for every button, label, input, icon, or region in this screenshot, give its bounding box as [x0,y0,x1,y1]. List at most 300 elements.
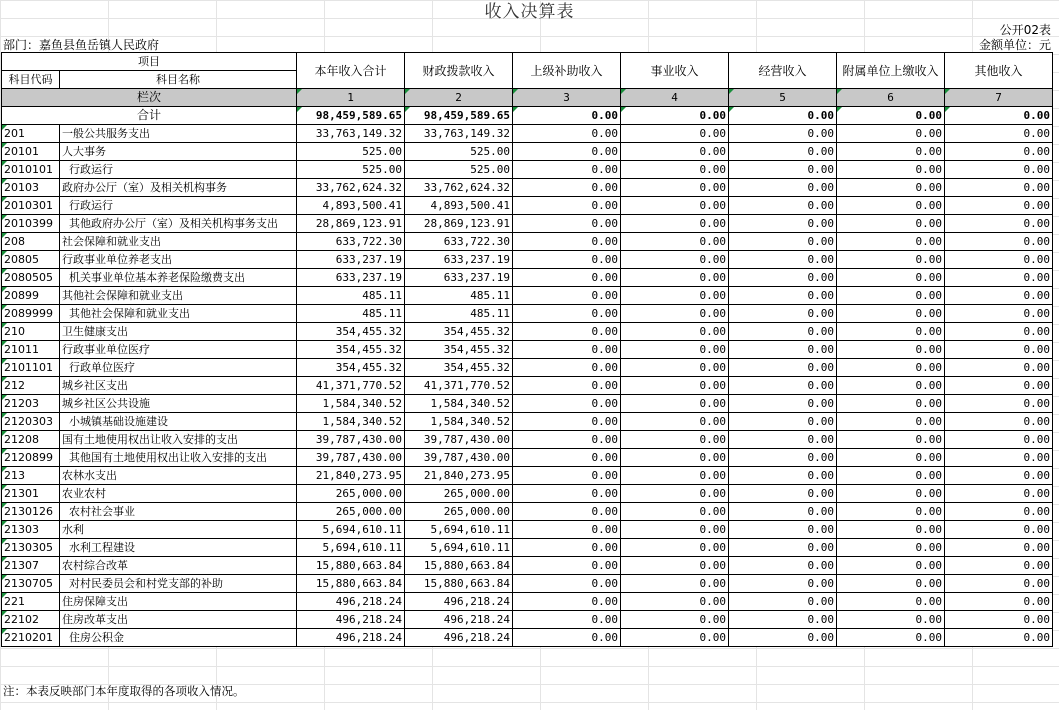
row-operating-income[interactable]: 0.00 [729,359,837,377]
row-fiscal-income[interactable]: 15,880,663.84 [405,575,513,593]
row-operating-income[interactable]: 0.00 [729,413,837,431]
row-business-income[interactable]: 0.00 [621,359,729,377]
row-code[interactable]: 208 [2,233,60,251]
row-code[interactable]: 20805 [2,251,60,269]
row-other-income[interactable]: 0.00 [945,251,1053,269]
column-index-5[interactable]: 5 [729,89,837,107]
row-superior-subsidy[interactable]: 0.00 [513,629,621,647]
row-other-income[interactable]: 0.00 [945,539,1053,557]
row-total-income[interactable]: 633,237.19 [297,251,405,269]
row-affiliated-remittance[interactable]: 0.00 [837,449,945,467]
total-value-4[interactable]: 0.00 [621,107,729,125]
row-fiscal-income[interactable]: 354,455.32 [405,359,513,377]
row-other-income[interactable]: 0.00 [945,431,1053,449]
row-code[interactable]: 201 [2,125,60,143]
row-name[interactable]: 政府办公厅（室）及相关机构事务 [60,179,297,197]
row-affiliated-remittance[interactable]: 0.00 [837,467,945,485]
row-name[interactable]: 一般公共服务支出 [60,125,297,143]
row-operating-income[interactable]: 0.00 [729,377,837,395]
row-fiscal-income[interactable]: 4,893,500.41 [405,197,513,215]
row-operating-income[interactable]: 0.00 [729,395,837,413]
row-business-income[interactable]: 0.00 [621,485,729,503]
row-other-income[interactable]: 0.00 [945,413,1053,431]
row-fiscal-income[interactable]: 485.11 [405,305,513,323]
header-operating-income[interactable]: 经营收入 [729,53,837,89]
row-name[interactable]: 住房改革支出 [60,611,297,629]
row-code[interactable]: 21011 [2,341,60,359]
row-other-income[interactable]: 0.00 [945,143,1053,161]
row-superior-subsidy[interactable]: 0.00 [513,341,621,359]
row-other-income[interactable]: 0.00 [945,485,1053,503]
row-superior-subsidy[interactable]: 0.00 [513,593,621,611]
row-superior-subsidy[interactable]: 0.00 [513,467,621,485]
row-code[interactable]: 2089999 [2,305,60,323]
row-affiliated-remittance[interactable]: 0.00 [837,503,945,521]
row-name[interactable]: 住房保障支出 [60,593,297,611]
row-superior-subsidy[interactable]: 0.00 [513,359,621,377]
row-code[interactable]: 2120303 [2,413,60,431]
row-operating-income[interactable]: 0.00 [729,485,837,503]
row-business-income[interactable]: 0.00 [621,503,729,521]
row-total-income[interactable]: 33,763,149.32 [297,125,405,143]
row-other-income[interactable]: 0.00 [945,323,1053,341]
row-other-income[interactable]: 0.00 [945,395,1053,413]
row-code[interactable]: 213 [2,467,60,485]
row-code[interactable]: 22102 [2,611,60,629]
row-business-income[interactable]: 0.00 [621,233,729,251]
row-affiliated-remittance[interactable]: 0.00 [837,557,945,575]
row-total-income[interactable]: 41,371,770.52 [297,377,405,395]
row-affiliated-remittance[interactable]: 0.00 [837,179,945,197]
total-value-1[interactable]: 98,459,589.65 [297,107,405,125]
table-row [2,629,1053,647]
report-title: 收入决算表 [484,2,575,22]
row-fiscal-income[interactable]: 354,455.32 [405,323,513,341]
row-business-income[interactable]: 0.00 [621,197,729,215]
row-business-income[interactable]: 0.00 [621,575,729,593]
row-operating-income[interactable]: 0.00 [729,557,837,575]
row-total-income[interactable]: 21,840,273.95 [297,467,405,485]
row-business-income[interactable]: 0.00 [621,611,729,629]
column-index-1[interactable]: 1 [297,89,405,107]
column-index-6[interactable]: 6 [837,89,945,107]
row-business-income[interactable]: 0.00 [621,431,729,449]
row-other-income[interactable]: 0.00 [945,377,1053,395]
row-total-income[interactable]: 496,218.24 [297,593,405,611]
row-other-income[interactable]: 0.00 [945,503,1053,521]
row-other-income[interactable]: 0.00 [945,269,1053,287]
row-superior-subsidy[interactable]: 0.00 [513,611,621,629]
row-other-income[interactable]: 0.00 [945,341,1053,359]
row-operating-income[interactable]: 0.00 [729,161,837,179]
row-superior-subsidy[interactable]: 0.00 [513,197,621,215]
row-business-income[interactable]: 0.00 [621,305,729,323]
row-total-income[interactable]: 265,000.00 [297,503,405,521]
row-superior-subsidy[interactable]: 0.00 [513,539,621,557]
table-row [2,269,1053,287]
row-fiscal-income[interactable]: 28,869,123.91 [405,215,513,233]
total-label[interactable]: 合计 [2,107,297,125]
row-fiscal-income[interactable]: 633,237.19 [405,269,513,287]
row-business-income[interactable]: 0.00 [621,251,729,269]
table-row [2,539,1053,557]
row-name[interactable]: 水利工程建设 [60,539,297,557]
row-fiscal-income[interactable]: 41,371,770.52 [405,377,513,395]
row-affiliated-remittance[interactable]: 0.00 [837,323,945,341]
row-total-income[interactable]: 15,880,663.84 [297,575,405,593]
row-affiliated-remittance[interactable]: 0.00 [837,161,945,179]
row-fiscal-income[interactable]: 5,694,610.11 [405,521,513,539]
row-business-income[interactable]: 0.00 [621,161,729,179]
row-code[interactable]: 2130705 [2,575,60,593]
row-name[interactable]: 小城镇基础设施建设 [60,413,297,431]
row-affiliated-remittance[interactable]: 0.00 [837,575,945,593]
row-fiscal-income[interactable]: 525.00 [405,143,513,161]
row-operating-income[interactable]: 0.00 [729,269,837,287]
row-operating-income[interactable]: 0.00 [729,521,837,539]
row-fiscal-income[interactable]: 15,880,663.84 [405,557,513,575]
row-other-income[interactable]: 0.00 [945,125,1053,143]
row-fiscal-income[interactable]: 5,694,610.11 [405,539,513,557]
row-operating-income[interactable]: 0.00 [729,215,837,233]
row-other-income[interactable]: 0.00 [945,467,1053,485]
row-superior-subsidy[interactable]: 0.00 [513,485,621,503]
row-name[interactable]: 机关事业单位基本养老保险缴费支出 [60,269,297,287]
row-operating-income[interactable]: 0.00 [729,305,837,323]
row-fiscal-income[interactable]: 633,237.19 [405,251,513,269]
row-other-income[interactable]: 0.00 [945,305,1053,323]
total-value-3[interactable]: 0.00 [513,107,621,125]
row-fiscal-income[interactable]: 39,787,430.00 [405,431,513,449]
row-affiliated-remittance[interactable]: 0.00 [837,629,945,647]
row-business-income[interactable]: 0.00 [621,179,729,197]
row-other-income[interactable]: 0.00 [945,521,1053,539]
row-code[interactable]: 2080505 [2,269,60,287]
row-other-income[interactable]: 0.00 [945,359,1053,377]
row-other-income[interactable]: 0.00 [945,287,1053,305]
row-affiliated-remittance[interactable]: 0.00 [837,377,945,395]
row-superior-subsidy[interactable]: 0.00 [513,251,621,269]
footnote: 注：本表反映部门本年度取得的各项收入情况。 [3,684,245,698]
row-affiliated-remittance[interactable]: 0.00 [837,539,945,557]
row-superior-subsidy[interactable]: 0.00 [513,323,621,341]
row-other-income[interactable]: 0.00 [945,611,1053,629]
row-operating-income[interactable]: 0.00 [729,503,837,521]
row-total-income[interactable]: 525.00 [297,161,405,179]
row-superior-subsidy[interactable]: 0.00 [513,557,621,575]
row-total-income[interactable]: 496,218.24 [297,629,405,647]
row-fiscal-income[interactable]: 265,000.00 [405,503,513,521]
row-other-income[interactable]: 0.00 [945,449,1053,467]
row-code[interactable]: 21303 [2,521,60,539]
row-code[interactable]: 2120899 [2,449,60,467]
row-code[interactable]: 2210201 [2,629,60,647]
row-total-income[interactable]: 1,584,340.52 [297,395,405,413]
row-superior-subsidy[interactable]: 0.00 [513,143,621,161]
row-affiliated-remittance[interactable]: 0.00 [837,287,945,305]
row-fiscal-income[interactable]: 525.00 [405,161,513,179]
row-code[interactable]: 2130126 [2,503,60,521]
row-fiscal-income[interactable]: 33,762,624.32 [405,179,513,197]
row-superior-subsidy[interactable]: 0.00 [513,233,621,251]
table-row [2,287,1053,305]
row-affiliated-remittance[interactable]: 0.00 [837,197,945,215]
row-business-income[interactable]: 0.00 [621,449,729,467]
row-business-income[interactable]: 0.00 [621,287,729,305]
row-affiliated-remittance[interactable]: 0.00 [837,413,945,431]
row-total-income[interactable]: 5,694,610.11 [297,521,405,539]
row-operating-income[interactable]: 0.00 [729,449,837,467]
row-operating-income[interactable]: 0.00 [729,287,837,305]
row-name[interactable]: 其他国有土地使用权出让收入安排的支出 [60,449,297,467]
row-name[interactable]: 农业农村 [60,485,297,503]
row-name[interactable]: 对村民委员会和村党支部的补助 [60,575,297,593]
row-name[interactable]: 行政事业单位养老支出 [60,251,297,269]
table-row [2,305,1053,323]
row-business-income[interactable]: 0.00 [621,593,729,611]
header-business-income[interactable]: 事业收入 [621,53,729,89]
row-business-income[interactable]: 0.00 [621,125,729,143]
header-code[interactable]: 科目代码 [2,71,60,89]
row-operating-income[interactable]: 0.00 [729,179,837,197]
row-affiliated-remittance[interactable]: 0.00 [837,395,945,413]
row-fiscal-income[interactable]: 496,218.24 [405,593,513,611]
row-fiscal-income[interactable]: 485.11 [405,287,513,305]
row-business-income[interactable]: 0.00 [621,377,729,395]
row-name[interactable]: 农村综合改革 [60,557,297,575]
header-row-top [2,53,1053,71]
row-operating-income[interactable]: 0.00 [729,341,837,359]
row-fiscal-income[interactable]: 33,763,149.32 [405,125,513,143]
row-total-income[interactable]: 15,880,663.84 [297,557,405,575]
row-code[interactable]: 212 [2,377,60,395]
row-name[interactable]: 城乡社区公共设施 [60,395,297,413]
row-business-income[interactable]: 0.00 [621,395,729,413]
row-affiliated-remittance[interactable]: 0.00 [837,269,945,287]
row-affiliated-remittance[interactable]: 0.00 [837,521,945,539]
row-total-income[interactable]: 633,237.19 [297,269,405,287]
row-operating-income[interactable]: 0.00 [729,467,837,485]
row-business-income[interactable]: 0.00 [621,467,729,485]
row-total-income[interactable]: 354,455.32 [297,359,405,377]
total-value-2[interactable]: 98,459,589.65 [405,107,513,125]
row-code[interactable]: 210 [2,323,60,341]
header-total-income[interactable]: 本年收入合计 [297,53,405,89]
row-affiliated-remittance[interactable]: 0.00 [837,251,945,269]
row-affiliated-remittance[interactable]: 0.00 [837,305,945,323]
row-code[interactable]: 20103 [2,179,60,197]
row-business-income[interactable]: 0.00 [621,521,729,539]
row-affiliated-remittance[interactable]: 0.00 [837,593,945,611]
row-total-income[interactable]: 525.00 [297,143,405,161]
row-other-income[interactable]: 0.00 [945,629,1053,647]
row-affiliated-remittance[interactable]: 0.00 [837,485,945,503]
row-operating-income[interactable]: 0.00 [729,233,837,251]
row-name[interactable]: 水利 [60,521,297,539]
row-business-income[interactable]: 0.00 [621,341,729,359]
row-code[interactable]: 20899 [2,287,60,305]
row-fiscal-income[interactable]: 354,455.32 [405,341,513,359]
row-code[interactable]: 2010101 [2,161,60,179]
row-affiliated-remittance[interactable]: 0.00 [837,233,945,251]
row-code[interactable]: 20101 [2,143,60,161]
row-name[interactable]: 行政运行 [60,197,297,215]
column-index-7[interactable]: 7 [945,89,1053,107]
row-business-income[interactable]: 0.00 [621,323,729,341]
row-superior-subsidy[interactable]: 0.00 [513,395,621,413]
row-operating-income[interactable]: 0.00 [729,431,837,449]
row-fiscal-income[interactable]: 21,840,273.95 [405,467,513,485]
row-name[interactable]: 行政单位医疗 [60,359,297,377]
row-name[interactable]: 卫生健康支出 [60,323,297,341]
row-superior-subsidy[interactable]: 0.00 [513,503,621,521]
row-superior-subsidy[interactable]: 0.00 [513,215,621,233]
row-affiliated-remittance[interactable]: 0.00 [837,341,945,359]
row-name[interactable]: 其他社会保障和就业支出 [60,305,297,323]
row-operating-income[interactable]: 0.00 [729,629,837,647]
column-index-4[interactable]: 4 [621,89,729,107]
row-affiliated-remittance[interactable]: 0.00 [837,359,945,377]
row-total-income[interactable]: 39,787,430.00 [297,431,405,449]
header-other-income[interactable]: 其他收入 [945,53,1053,89]
row-affiliated-remittance[interactable]: 0.00 [837,143,945,161]
row-superior-subsidy[interactable]: 0.00 [513,179,621,197]
row-fiscal-income[interactable]: 496,218.24 [405,629,513,647]
row-name[interactable]: 行政事业单位医疗 [60,341,297,359]
row-name[interactable]: 其他政府办公厅（室）及相关机构事务支出 [60,215,297,233]
row-business-income[interactable]: 0.00 [621,413,729,431]
row-fiscal-income[interactable]: 1,584,340.52 [405,395,513,413]
total-value-5[interactable]: 0.00 [729,107,837,125]
row-total-income[interactable]: 4,893,500.41 [297,197,405,215]
row-total-income[interactable]: 28,869,123.91 [297,215,405,233]
table-row [2,395,1053,413]
row-name[interactable]: 行政运行 [60,161,297,179]
row-code[interactable]: 2101101 [2,359,60,377]
row-operating-income[interactable]: 0.00 [729,611,837,629]
row-other-income[interactable]: 0.00 [945,161,1053,179]
row-superior-subsidy[interactable]: 0.00 [513,431,621,449]
row-business-income[interactable]: 0.00 [621,557,729,575]
row-operating-income[interactable]: 0.00 [729,575,837,593]
row-name[interactable]: 国有土地使用权出让收入安排的支出 [60,431,297,449]
column-index-label[interactable]: 栏次 [2,89,297,107]
row-other-income[interactable]: 0.00 [945,197,1053,215]
row-business-income[interactable]: 0.00 [621,215,729,233]
row-name[interactable]: 农林水支出 [60,467,297,485]
row-total-income[interactable]: 39,787,430.00 [297,449,405,467]
row-business-income[interactable]: 0.00 [621,539,729,557]
row-code[interactable]: 21203 [2,395,60,413]
row-code[interactable]: 2010301 [2,197,60,215]
row-total-income[interactable]: 485.11 [297,305,405,323]
row-name[interactable]: 城乡社区支出 [60,377,297,395]
row-code[interactable]: 21307 [2,557,60,575]
row-total-income[interactable]: 33,762,624.32 [297,179,405,197]
table-row [2,323,1053,341]
row-superior-subsidy[interactable]: 0.00 [513,449,621,467]
row-business-income[interactable]: 0.00 [621,269,729,287]
row-other-income[interactable]: 0.00 [945,179,1053,197]
row-code[interactable]: 2010399 [2,215,60,233]
row-total-income[interactable]: 496,218.24 [297,611,405,629]
row-code[interactable]: 221 [2,593,60,611]
header-superior-subsidy[interactable]: 上级补助收入 [513,53,621,89]
row-name[interactable]: 社会保障和就业支出 [60,233,297,251]
row-total-income[interactable]: 354,455.32 [297,341,405,359]
row-other-income[interactable]: 0.00 [945,557,1053,575]
row-fiscal-income[interactable]: 265,000.00 [405,485,513,503]
row-superior-subsidy[interactable]: 0.00 [513,575,621,593]
column-index-3[interactable]: 3 [513,89,621,107]
row-fiscal-income[interactable]: 39,787,430.00 [405,449,513,467]
row-total-income[interactable]: 633,722.30 [297,233,405,251]
row-affiliated-remittance[interactable]: 0.00 [837,215,945,233]
row-affiliated-remittance[interactable]: 0.00 [837,611,945,629]
row-total-income[interactable]: 485.11 [297,287,405,305]
row-superior-subsidy[interactable]: 0.00 [513,161,621,179]
row-name[interactable]: 农村社会事业 [60,503,297,521]
row-code[interactable]: 2130305 [2,539,60,557]
row-business-income[interactable]: 0.00 [621,629,729,647]
row-name[interactable]: 住房公积金 [60,629,297,647]
row-code[interactable]: 21301 [2,485,60,503]
row-operating-income[interactable]: 0.00 [729,323,837,341]
row-affiliated-remittance[interactable]: 0.00 [837,125,945,143]
row-code[interactable]: 21208 [2,431,60,449]
row-fiscal-income[interactable]: 1,584,340.52 [405,413,513,431]
row-superior-subsidy[interactable]: 0.00 [513,269,621,287]
header-item-group[interactable]: 项目 [2,53,297,71]
row-superior-subsidy[interactable]: 0.00 [513,377,621,395]
row-operating-income[interactable]: 0.00 [729,251,837,269]
row-name[interactable]: 其他社会保障和就业支出 [60,287,297,305]
table-row [2,125,1053,143]
row-fiscal-income[interactable]: 496,218.24 [405,611,513,629]
header-name[interactable]: 科目名称 [60,71,297,89]
row-operating-income[interactable]: 0.00 [729,539,837,557]
table-row [2,251,1053,269]
header-fiscal-income[interactable]: 财政拨款收入 [405,53,513,89]
row-total-income[interactable]: 5,694,610.11 [297,539,405,557]
row-superior-subsidy[interactable]: 0.00 [513,125,621,143]
row-other-income[interactable]: 0.00 [945,233,1053,251]
row-total-income[interactable]: 354,455.32 [297,323,405,341]
row-superior-subsidy[interactable]: 0.00 [513,413,621,431]
row-other-income[interactable]: 0.00 [945,593,1053,611]
row-other-income[interactable]: 0.00 [945,215,1053,233]
total-row [2,107,1053,125]
column-index-2[interactable]: 2 [405,89,513,107]
row-fiscal-income[interactable]: 633,722.30 [405,233,513,251]
row-superior-subsidy[interactable]: 0.00 [513,521,621,539]
total-value-7[interactable]: 0.00 [945,107,1053,125]
row-operating-income[interactable]: 0.00 [729,125,837,143]
row-operating-income[interactable]: 0.00 [729,197,837,215]
row-superior-subsidy[interactable]: 0.00 [513,287,621,305]
row-total-income[interactable]: 265,000.00 [297,485,405,503]
row-operating-income[interactable]: 0.00 [729,143,837,161]
row-business-income[interactable]: 0.00 [621,143,729,161]
total-value-6[interactable]: 0.00 [837,107,945,125]
header-affiliated-remittance[interactable]: 附属单位上缴收入 [837,53,945,89]
row-superior-subsidy[interactable]: 0.00 [513,305,621,323]
row-affiliated-remittance[interactable]: 0.00 [837,431,945,449]
row-total-income[interactable]: 1,584,340.52 [297,413,405,431]
row-operating-income[interactable]: 0.00 [729,593,837,611]
row-other-income[interactable]: 0.00 [945,575,1053,593]
row-name[interactable]: 人大事务 [60,143,297,161]
